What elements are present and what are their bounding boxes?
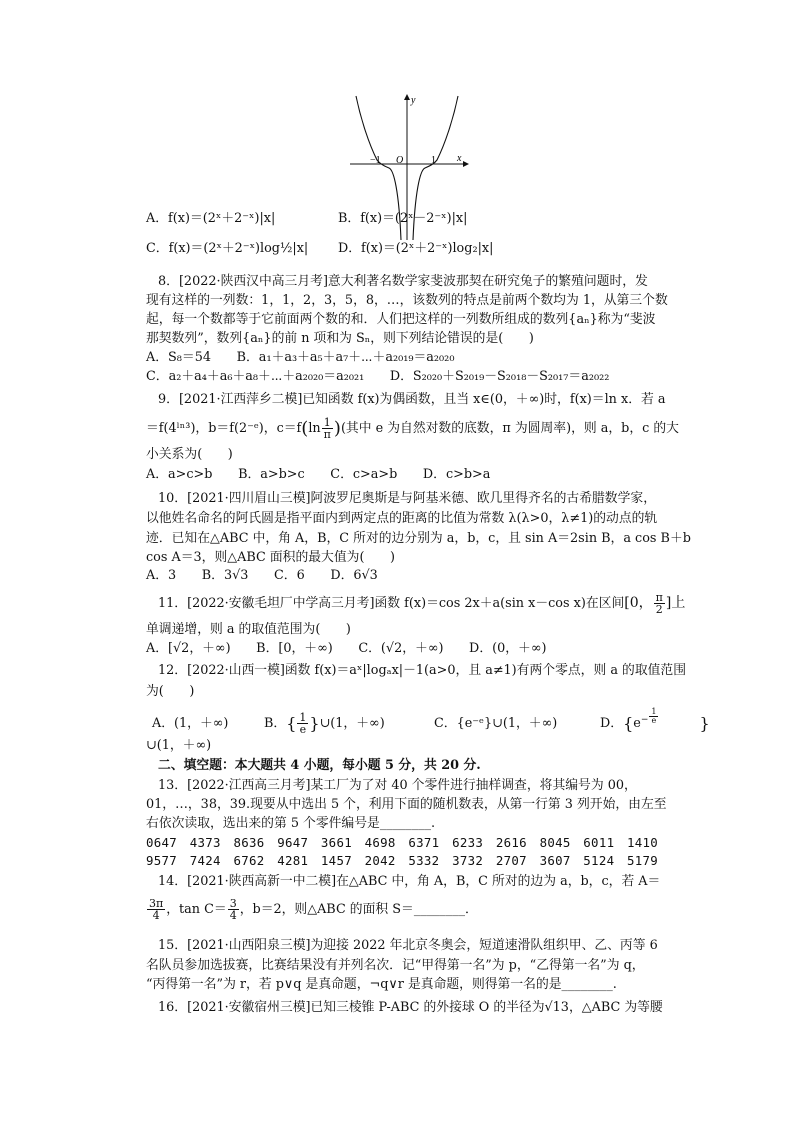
q15-line-3: “丙得第一名”为 r，若 p∨q 是真命题，¬q∨r 是真命题，则得第一名的是________. xyxy=(146,977,617,992)
q15-line-1: 15．[2021·山西阳泉三模]为迎接 2022 年北京冬奥会，短道速滑队组织甲、乙、丙等 6 xyxy=(158,938,658,953)
q12-line-2: 为( ) xyxy=(146,684,195,699)
q8-options-ab[interactable]: A．S₈＝54 B．a₁＋a₃＋a₅＋a₇＋⋯＋a₂₀₁₉＝a₂₀₂₀ xyxy=(146,350,455,365)
q8-line-1: 8．[2022·陕西汉中高三月考]意大利著名数学家斐波那契在研究兔子的繁殖问题时，发 xyxy=(158,274,648,289)
q7-option-a[interactable]: A．f(x)＝(2ˣ＋2⁻ˣ)|x| xyxy=(146,211,276,226)
origin-label: O xyxy=(396,155,404,166)
q12-option-b[interactable]: B．{ $\frac{1}{e}$ }∪(1，＋∞) xyxy=(264,711,385,736)
q16-line-1: 16．[2021·安徽宿州三模]已知三棱锥 P-ABC 的外接球 O 的半径为√13，△ABC 为等腰 xyxy=(158,1000,663,1015)
q12-line-4: ∪(1，＋∞) xyxy=(146,738,212,753)
q14-answer-text: ，b＝2，则△ABC 的面积 S＝________． xyxy=(239,902,478,917)
q9-line-3: 小关系为( ) xyxy=(146,447,233,462)
y-axis-arrow xyxy=(404,94,410,100)
q11-options[interactable]: A．[√2，＋∞) B．[0，＋∞) C．(√2，＋∞) D．(0，＋∞) xyxy=(146,641,547,656)
q15-line-2: 名队员参加选拔赛，比赛结果没有并列名次．记“甲得第一名”为 p，“乙得第一名”为 q， xyxy=(146,958,645,973)
q9-line-2-pre: ＝f(4ˡⁿ³)，b＝f(2⁻ᵉ)，c＝f xyxy=(146,421,302,436)
q7-option-b[interactable]: B．f(x)＝(2ˣ－2⁻ˣ)|x| xyxy=(338,211,468,226)
q9-line-1: 9．[2021·江西萍乡二模]已知函数 f(x)为偶函数，且当 x∈(0，＋∞)时，f(x)＝ln x．若 a xyxy=(158,392,666,407)
q7-options-cd xyxy=(146,240,493,257)
q11-line-1-post: ]上 xyxy=(665,595,686,611)
q11-fraction: $\frac{\pi}{2}$ xyxy=(655,591,663,616)
x-axis-arrow xyxy=(463,161,469,167)
q12-option-d[interactable]: D．{e− $\frac{1}{e}$ } xyxy=(600,707,710,733)
q9-options[interactable]: A．a>c>b B．a>b>c C．c>a>b D．c>b>a xyxy=(146,467,491,482)
q7-option-c[interactable]: C．f(x)＝(2ˣ＋2⁻ˣ)log½|x| xyxy=(146,241,309,256)
q13-line-1: 13．[2022·江西高三月考]某工厂为了对 40 个零件进行抽样调查，将其编号为 00， xyxy=(158,778,637,793)
q13-random-table-row-2: 9577 7424 6762 4281 1457 2042 5332 3732 2707 3607 5124 5179 xyxy=(146,853,659,868)
q12-options xyxy=(152,708,710,735)
q9-line-2: ＝f(4ˡⁿ³)，b＝f(2⁻ᵉ)，c＝f(ln $\frac{1}{\pi}$ )(其中 e 为自然对数的底数，π 为圆周率)，则 a，b，c 的大 xyxy=(146,416,679,441)
q8-line-3: 起，每一个数都等于它前面两个数的和．人们把这样的一列数所组成的数列{aₙ}称为“斐波 xyxy=(146,312,656,327)
q13-random-table-row-1: 0647 4373 8636 9647 3661 4698 6371 6233 2616 8045 6011 1410 xyxy=(146,835,659,850)
q7-option-d[interactable]: D．f(x)＝(2ˣ＋2⁻ˣ)log₂|x| xyxy=(338,241,494,256)
q14-fraction-a: $\frac{3\pi}{4}$ xyxy=(149,897,164,922)
q8-options-cd[interactable]: C．a₂＋a₄＋a₆＋a₈＋⋯＋a₂₀₂₀＝a₂₀₂₁ D．S₂₀₂₀＋S₂₀₁₉－S₂₀₁₈－S₂₀₁₇＝a₂₀₂₂ xyxy=(146,369,610,384)
q14-tan-label: ，tan C＝ xyxy=(166,902,227,917)
q12-option-a[interactable]: A．(1，＋∞) xyxy=(152,716,229,731)
q12-option-c[interactable]: C．{e⁻ᵉ}∪(1，＋∞) xyxy=(434,716,558,731)
q8-line-4: 那契数列”，数列{aₙ}的前 n 项和为 Sₙ，则下列结论错误的是( ) xyxy=(146,331,534,346)
q7-options-ab xyxy=(146,210,467,227)
q11-line-1-pre: 11．[2022·安徽毛坦厂中学高三月考]函数 f(x)＝cos 2x＋a(sin x－cos x)在区间 xyxy=(158,596,625,611)
q14-line-2 xyxy=(146,898,478,921)
q10-line-2: 以他姓名命名的阿氏圆是指平面内到两定点的距离的比值为常数 λ(λ>0，λ≠1)的动点的轨 xyxy=(146,511,658,526)
q8-line-2: 现有这样的一列数：1，1，2，3，5，8，…，该数列的特点是前两个数均为 1，从第三个数 xyxy=(146,293,668,308)
q13-line-2: 01，…，38，39.现要从中选出 5 个，利用下面的随机数表，从第一行第 3 列开始，由左至 xyxy=(146,797,667,812)
q12-line-1: 12．[2022·山西一模]函数 f(x)＝aˣ|logₐx|－1(a>0，且 a≠1)有两个零点，则 a 的取值范围 xyxy=(158,663,687,678)
q10-line-1: 10．[2021·四川眉山三模]阿波罗尼奥斯是与阿基米德、欧几里得齐名的古希腊数学家， xyxy=(158,491,656,506)
q13-line-3: 右依次读取，选出来的第 5 个零件编号是________. xyxy=(146,816,436,831)
q9-fraction: $\frac{1}{\pi}$ xyxy=(323,416,331,441)
tick-label-neg-one: −1 xyxy=(370,155,381,166)
q14-line-1: 14．[2021·陕西高新一中二模]在△ABC 中，角 A，B，C 所对的边为 a，b，c，若 A＝ xyxy=(158,874,661,889)
q9-line-2-post: (其中 e 为自然对数的底数，π 为圆周率)，则 a，b，c 的大 xyxy=(340,421,679,436)
q11-line-1 xyxy=(158,592,685,615)
tick-label-one: 1 xyxy=(431,155,436,166)
y-axis-label: y xyxy=(411,95,416,106)
q11-line-2: 单调递增，则 a 的取值范围为( ) xyxy=(146,622,351,637)
q11-interval-start: [0， xyxy=(624,595,653,611)
q14-fraction-tan: $\frac{3}{4}$ xyxy=(229,897,237,922)
section-2-title: 二、填空题：本大题共 4 小题，每小题 5 分，共 20 分. xyxy=(158,758,481,773)
q10-line-3: 迹．已知在△ABC 中，角 A，B，C 所对的边分别为 a，b，c，且 sin A＝2sin B，a cos B＋b xyxy=(146,531,691,546)
x-axis-label: x xyxy=(457,153,462,164)
q10-options[interactable]: A．3 B．3√3 C．6 D．6√3 xyxy=(146,568,378,583)
q9-ln-label: ln xyxy=(308,421,321,436)
q10-line-4: cos A＝3，则△ABC 面积的最大值为( ) xyxy=(146,550,396,565)
